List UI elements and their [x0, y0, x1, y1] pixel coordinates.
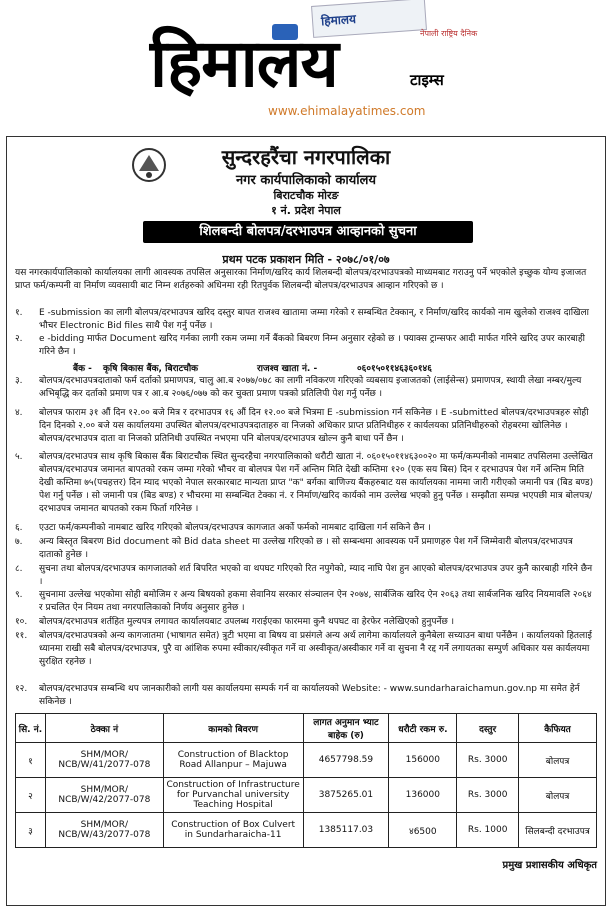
- clause-1: [15, 307, 597, 333]
- clause-11: [15, 630, 597, 669]
- clause-7: [15, 536, 597, 562]
- clause-text: सुचना तथा बोलपत्र/दरभाउपत्र कागजातको शर्त बिपरित भएको वा थपघट गरिएको रित नपुगेको, म्याद नाघि पेश हुन आएको बोलपत्र/दरभाउपत्र उपर कुनै कारबाही गरिने छैन ।: [39, 564, 593, 587]
- clause-number: ४.: [15, 408, 23, 418]
- cell-remarks: सिलबन्दी दरभाउपत्र: [519, 813, 597, 848]
- clause-9: [15, 589, 597, 615]
- cell-fee: Rs. 3000: [457, 778, 519, 813]
- cell-deposit: ४6500: [389, 813, 457, 848]
- newspaper-icon-title: हिमालय: [320, 11, 357, 29]
- cell-description: Construction of Infrastructure for Purvanchal university Teaching Hospital: [163, 778, 303, 813]
- clause-number: १२.: [15, 684, 28, 694]
- table-header-row: [16, 714, 597, 743]
- cell-contract-no: SHM/MOR/ NCB/W/43/2077-078: [45, 813, 163, 848]
- masthead: [0, 0, 613, 128]
- clause-3: [15, 375, 597, 401]
- cell-deposit: 156000: [389, 743, 457, 778]
- clause-text: बोलपत्र/दरभाउपत्र सम्बन्धि थप जानकारीको लागी यस कार्यालयमा सम्पर्क गर्न वा कार्यालयको Website: - www.sundarharaichamun.gov.np मा समेत हेर्न सकिनेछ ।: [39, 684, 580, 707]
- table-row: [16, 813, 597, 848]
- cell-serial: २: [16, 778, 46, 813]
- clause-4: [15, 407, 597, 446]
- clause-number: १.: [15, 308, 23, 318]
- office-name: नगर कार्यपालिकाको कार्यालय: [235, 173, 377, 188]
- clause-text: सुचनामा उल्लेख भएकोमा सोही बमोजिम र अन्य बिषयको हकमा सेवानिय सरकार संञ्चालन ऐन २०७४, सार्बजिक खरिद ऐन २०६३ तथा सार्बजनिक खरिद नियमावलि २०६४ र प्रचलित ऐन नियम तथा नगरपालिकाको निर्णय अनुसार हुनेछ ।: [39, 590, 592, 613]
- cell-remarks: बोलपत्र: [519, 743, 597, 778]
- cell-deposit: 136000: [389, 778, 457, 813]
- header-remarks: कैफियत: [519, 714, 597, 743]
- header-deposit: धरौटी रकम रु.: [389, 714, 457, 743]
- clause-number: ८.: [15, 564, 23, 574]
- bank-name: कृषि बिकास बैंक, बिराटचौक: [103, 364, 199, 374]
- cell-estimate: 1385117.03: [303, 813, 389, 848]
- clause-text: बोलपत्र फाराम ३१ औं दिन १२.०० बजे मित्र र दरभाउपत्र १६ औं दिन १२.०० बजे भित्रमा E -submission गर्न सकिनेछ । E -submitted बोलपत्र/दरभाउपत्रहरु सोही दिन दिनको २.०० बजे यस कार्यालयमा उपस्थित बोलपत्र/दरभाउपत्रदाताहरु वा निजको अधिकार प्राप्त प्रतिनिधीहरु र कार्यलयका प्रतिनिधीहरुको रोहबरमा खोलिनेछ । बोलपत्र/दरभाउपत्र दाता वा निजको प्रतिनिधी उपस्थित नभएमा पनि बोलपत्र/दरभाउपत्र खोल्न कुनै बाधा पर्ने छैन ।: [39, 408, 589, 444]
- cell-estimate: 3875265.01: [303, 778, 389, 813]
- cell-remarks: बोलपत्र: [519, 778, 597, 813]
- header-description: कामको बिवरण: [163, 714, 303, 743]
- clause-text: एउटा फर्म/कम्पनीको नामबाट खरिद गरिएको बोलपत्र/दरभाउपत्र कागजात अर्को फर्मको नामबाट दाखिला गर्न सकिने छैन ।: [39, 523, 431, 533]
- account-number: ०६०१५०११४६३६०१४६: [357, 364, 432, 374]
- account-label: राजश्व खाता नं. -: [257, 364, 318, 374]
- clause-number: १०.: [15, 617, 28, 627]
- header-estimate: लागत अनुमान भ्याट बाहेक (रु): [303, 714, 389, 743]
- cell-serial: १: [16, 743, 46, 778]
- clause-number: २.: [15, 334, 23, 344]
- clause-number: ५.: [15, 452, 23, 462]
- tender-notice: [6, 136, 606, 906]
- clause-10: [15, 616, 597, 629]
- first-publication-date: प्रथम पटक प्रकाशन मिति - २०७८/०१/०७: [222, 253, 390, 266]
- masthead-tagline: नेपाली राष्ट्रिय दैनिक: [420, 29, 478, 38]
- masthead-url: www.ehimalayatimes.com: [268, 104, 426, 118]
- clause-number: ११.: [15, 631, 28, 641]
- intro-paragraph: यस नगरकार्यपालिकाको कार्यालयका लागी आवस्यक तपसिल अनुसारका निर्माण/खरिद कार्य शिलबन्दी बोलपत्र/दरभाउपत्रको माध्यमबाट गराउनु पर्ने भएकोले इच्छुक योग्य इजाजत प्राप्त फर्म/कम्पनी वा निर्माण व्यवसायी बाट निम्न शर्तहरुको अधिनमा रही रितपुर्वक शिलबन्दी बोलपत्र/दरभाउपत्र आव्हान गरिएको छ ।: [15, 268, 587, 291]
- cell-fee: Rs. 3000: [457, 743, 519, 778]
- signature-title: प्रमुख प्रशासकीय अधिकृत: [502, 860, 597, 871]
- clause-text: अन्य बिस्तृत बिबरण Bid document को Bid data sheet मा उल्लेख गरिएको छ । सो सम्बन्धमा आवस्यक पर्ने प्रमाणहरु पेश गर्ने जिम्मेवारी बोलपत्र/दरभाउपत्र दाताको हुनेछ ।: [39, 537, 573, 560]
- province: १ नं. प्रदेश नेपाल: [271, 204, 341, 217]
- cell-description: Construction of Box Culvert in Sundarharaicha-11: [163, 813, 303, 848]
- cell-serial: ३: [16, 813, 46, 848]
- clause-5: [15, 451, 597, 516]
- clause-number: ९.: [15, 590, 23, 600]
- cell-fee: Rs. 1000: [457, 813, 519, 848]
- clause-number: ७.: [15, 537, 23, 547]
- municipality-name: सुन्दरहरैंचा नगरपालिका: [221, 145, 391, 169]
- clause-text: e -bidding मार्फत Document खरिद गर्नका लागी रकम जम्मा गर्ने बैंकको बिबरण निम्न अनुसार रहेको छ । फ्याक्स ट्रान्सफर आदी मार्फत गरिने खरिद उपर कारबाही गरिने छैन ।: [39, 334, 585, 357]
- clause-6: [15, 522, 597, 535]
- header-contract-no: ठेक्का नं: [45, 714, 163, 743]
- clause-number: ६.: [15, 523, 23, 533]
- masthead-logo: हिमालय: [150, 24, 338, 102]
- office-location: बिराटचौक मोरङ: [273, 189, 339, 202]
- header-serial: सि. नं.: [16, 714, 46, 743]
- contracts-table: [15, 713, 597, 848]
- clause-8: [15, 563, 597, 589]
- clause-12: [15, 683, 597, 709]
- header-fee: दस्तुर: [457, 714, 519, 743]
- clause-text: बोलपत्र/दरभाउपत्र शर्तहित मुल्यपत्र लगायत कार्यालयबाट उपलब्ध गराईएका फारममा कुनै थपघट वा हेरफेर नलेखिएको हुनुपर्नेछ ।: [39, 617, 455, 627]
- notice-title: शिलबन्दी बोलपत्र/दरभाउपत्र आव्हानको सुचना: [143, 221, 473, 243]
- masthead-logo-suffix: टाइम्स: [410, 71, 444, 89]
- table-row: [16, 778, 597, 813]
- cell-contract-no: SHM/MOR/ NCB/W/41/2077-078: [45, 743, 163, 778]
- clause-2: [15, 333, 597, 359]
- clause-number: ३.: [15, 376, 23, 386]
- clause-text: बोलपत्र/दरभाउपत्रको अन्य कागजातमा (भाषागत समेत) त्रुटी भएमा वा बिषय वा प्रसंगले अन्य अर्थ लागेमा कार्यालयले कुनैबेला सच्याउन बाधा पर्नेछैन । कार्यालयको हितलाई ध्यानमा राखी सबै बोलपत्र/दरभाउपत्र, पुरै वा आंशिक रुपमा स्वीकार/स्वीकृत गर्ने वा अस्वीकृत/अस्वीकार गर्ने वा सुचना नै रद्द गर्ने लगायतका सम्पुर्ण अधिकार यस कार्यलयमा सुरक्षित रहनेछ ।: [39, 631, 592, 667]
- cell-contract-no: SHM/MOR/ NCB/W/42/2077-078: [45, 778, 163, 813]
- clause-text: बोलपत्र/दरभाउपत्रदाताको फर्म दर्ताको प्रमाणपत्र, चालु आ.ब २०७७/०७८ का लागी नविकरण गरिएको व्यबसाय इजाजतको (लाईसेन्स) प्रमाणपत्र, स्थायी लेखा नम्बर/मुल्य अभिबृद्धि कर दर्ताको प्रमाण पत्र र आ.ब २०७६/०७७ को कर चुक्ता प्रमाण पत्रको प्रतिलिपी पेश गर्नु पर्नेछ ।: [39, 376, 582, 399]
- cell-estimate: 4657798.59: [303, 743, 389, 778]
- clause-text: बोलपत्र/दरभाउपत्र साथ कृषि बिकास बैंक बिराटचौक स्थित सुन्दरहैचा नगरपालिकाको धरौटी खाता नं. ०६०१५०११४६३००२० मा फर्म/कम्पनीको नामबाट तपसिलमा उल्लेखित बोलपत्र/दरभाउपत्र जमानत बापतको रकम जम्मा गरेको भौचर वा बोलपत्र पेश गर्ने अन्तिम मिति देखी कम्तिमा १२० (एक सय बिस) दिन र दरभाउपत्र पेश गर्ने अन्तिम मिति देखी कम्तिमा ७५(पचहत्तर) दिन म्याद भएको नेपाल सरकारबाट मान्यता प्राप्त "क" बर्गका बाणिज्य बैंकहरुबाट यस कार्यालयका नाममा जारी गरीएको जमानी पत्र (बिड बण्ड) पेश गर्नु पर्नेछ । सो जमानी पत्र (बिड बण्ड) र भौचरमा मा सम्बन्धित टेक्का नं. र निर्माण/खरिद कार्यको नाम उल्लेख भएको हुनु पर्नेछ । सम्झौता सम्पन्न भएपछी मात्र बोलपत्र/दरभाउपत्र जमानत बापतको रकम फिर्ता गरिनेछ ।: [39, 452, 594, 514]
- cell-description: Construction of Blacktop Road Allanpur – Majuwa: [163, 743, 303, 778]
- table-row: [16, 743, 597, 778]
- clause-text: E -submission का लागी बोलपत्र/दरभाउपत्र खरिद दस्तुर बापत राजश्व खातामा जम्मा गरेको र सम्बन्धित टेक्कान्, र निर्माण/खरिद कार्यको नाम खुलेको राजश्व दाखिला भौचर Electronic Bid files साथै पेश गर्नु पर्नेछ ।: [39, 308, 589, 331]
- bank-label: बैंक -: [73, 364, 92, 374]
